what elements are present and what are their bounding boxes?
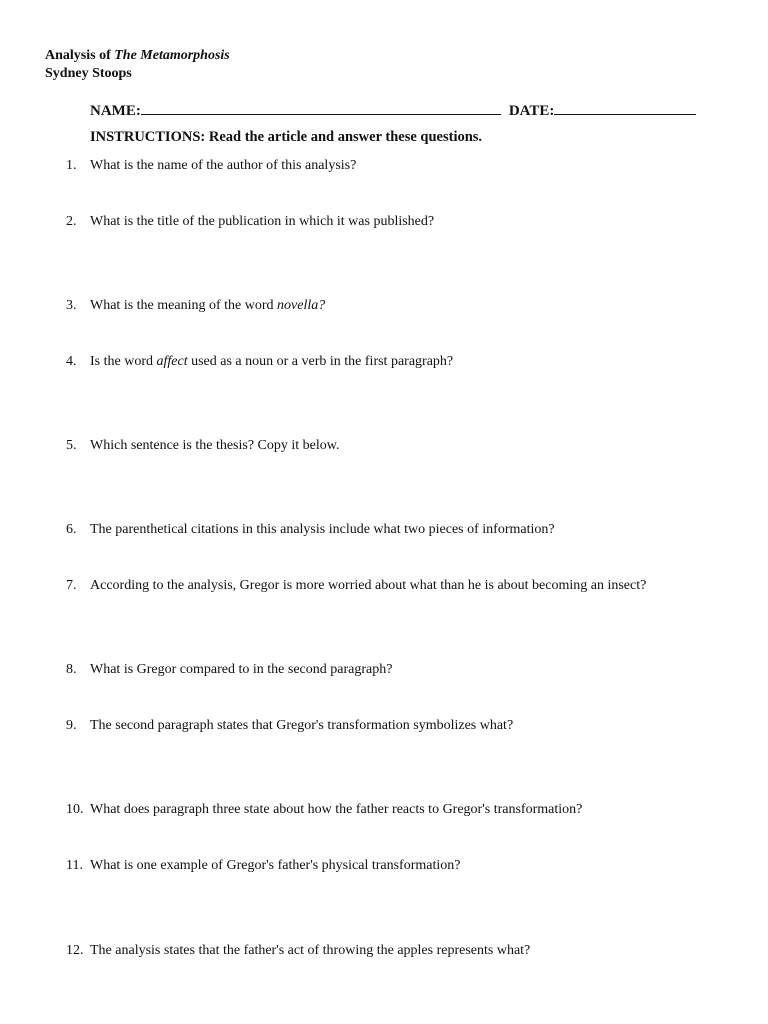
question-text: The parenthetical citations in this analysis include what two pieces of information? bbox=[90, 522, 555, 537]
question-text-italic: novella? bbox=[277, 298, 326, 313]
question-text: What is the name of the author of this analysis? bbox=[90, 158, 357, 173]
question-text: What does paragraph three state about how the father reacts to Gregor's transformation? bbox=[90, 802, 583, 817]
document-title-prefix: Analysis of bbox=[45, 48, 115, 63]
name-blank-line bbox=[141, 100, 501, 115]
question-item bbox=[66, 718, 513, 734]
document-title-italic: The Metamorphosis bbox=[114, 48, 230, 63]
document-author: Sydney Stoops bbox=[45, 66, 132, 81]
question-item bbox=[66, 662, 392, 678]
question-text-italic: affect bbox=[156, 354, 188, 369]
document-title bbox=[45, 47, 230, 65]
question-number: 5. bbox=[66, 438, 77, 453]
question-item bbox=[66, 354, 453, 370]
question-text bbox=[90, 298, 325, 314]
question-text-pre: What is the meaning of the word bbox=[90, 298, 278, 313]
question-number: 7. bbox=[66, 578, 77, 593]
question-number: 6. bbox=[66, 522, 77, 537]
question-text: The second paragraph states that Gregor's transformation symbolizes what? bbox=[90, 718, 514, 733]
question-text-post: used as a noun or a verb in the first paragraph? bbox=[187, 354, 454, 369]
question-item bbox=[66, 578, 646, 594]
question-number: 9. bbox=[66, 718, 77, 733]
question-number: 4. bbox=[66, 354, 77, 369]
date-blank-line bbox=[554, 100, 696, 115]
question-item bbox=[66, 298, 325, 314]
question-item bbox=[66, 943, 530, 959]
question-number: 11. bbox=[66, 858, 83, 873]
question-number: 8. bbox=[66, 662, 77, 677]
instructions: INSTRUCTIONS: Read the article and answer these questions. bbox=[90, 129, 483, 145]
question-item bbox=[66, 522, 555, 538]
question-text: Which sentence is the thesis? Copy it below. bbox=[90, 438, 340, 453]
question-item bbox=[66, 214, 434, 230]
question-item bbox=[66, 858, 460, 874]
question-text bbox=[90, 354, 453, 370]
question-item bbox=[66, 438, 339, 454]
question-text: The analysis states that the father's act of throwing the apples represents what? bbox=[90, 943, 531, 958]
question-text: According to the analysis, Gregor is more worried about what than he is about becoming an insect? bbox=[90, 578, 647, 593]
name-date-row bbox=[90, 100, 696, 120]
question-text: What is one example of Gregor's father's physical transformation? bbox=[90, 858, 461, 873]
question-item bbox=[66, 158, 356, 174]
question-number: 10. bbox=[66, 802, 84, 817]
question-item bbox=[66, 802, 582, 818]
name-label: NAME: bbox=[90, 103, 141, 119]
question-number: 1. bbox=[66, 158, 77, 173]
question-text: What is the title of the publication in which it was published? bbox=[90, 214, 435, 229]
document-header bbox=[45, 47, 230, 83]
question-number: 12. bbox=[66, 943, 84, 958]
question-text-pre: Is the word bbox=[90, 354, 157, 369]
question-number: 3. bbox=[66, 298, 77, 313]
question-text: What is Gregor compared to in the second paragraph? bbox=[90, 662, 393, 677]
question-number: 2. bbox=[66, 214, 77, 229]
date-label: DATE: bbox=[508, 103, 555, 119]
